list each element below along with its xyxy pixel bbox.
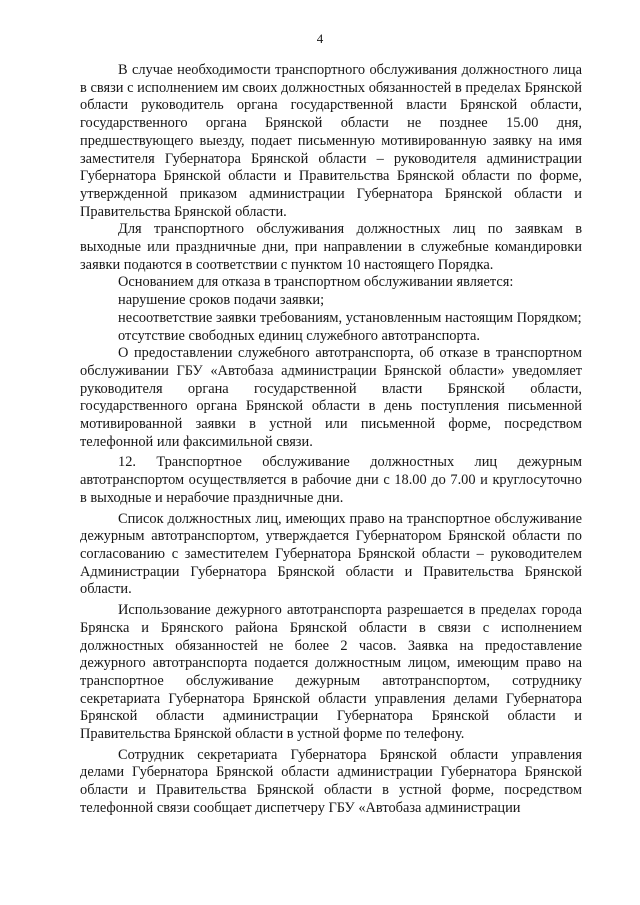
paragraph: О предоставлении служебного автотранспорта, об отказе в транспортном обслуживании ГБУ «Автобаза администрации Брянской области» уведомляет руководителя органа государственной власти Брянской области, государственного органа Брянской области в день поступления письменной мотивированной заявки в устной или письменной форме, посредством телефонной или факсимильной связи.	[80, 345, 582, 450]
paragraph: Сотрудник секретариата Губернатора Брянской области управления делами Губернатора Брянской области администрации Губернатора Брянской области и Правительства Брянской области в устной форме, посредством телефонной связи сообщает диспетчеру ГБУ «Автобаза администрации	[80, 746, 582, 816]
document-body	[80, 62, 582, 818]
paragraph: нарушение сроков подачи заявки;	[118, 292, 325, 309]
paragraph: отсутствие свободных единиц служебного автотранспорта.	[118, 327, 480, 344]
paragraph: Для транспортного обслуживания должностных лиц по заявкам в выходные или праздничные дни, при направлении в служебные командировки заявки подаются в соответствии с пунктом 10 настоящего Порядка.	[80, 221, 582, 273]
page-number: 4	[316, 31, 324, 46]
paragraph: несоответствие заявки требованиям, установленным настоящим Порядком;	[118, 309, 582, 326]
paragraph: Список должностных лиц, имеющих право на транспортное обслуживание дежурным автотранспортом, утверждается Губернатором Брянской области по согласованию с заместителем Губернатора Брянской области – руководителем Администрации Губернатора Брянской области и Правительства Брянской области.	[80, 510, 582, 598]
paragraph: Использование дежурного автотранспорта разрешается в пределах города Брянска и Брянского района Брянской области в связи с исполнением должностных обязанностей не более 2 часов. Заявка на предоставление дежурного автотранспорта подается должностным лицом, имеющим право на транспортное обслуживание дежурным автотранспортом, сотруднику секретариата Губернатора Брянской области управления делами Губернатора Брянской области администрации Губернатора Брянской области и Правительства Брянской области в устной форме по телефону.	[80, 602, 582, 743]
paragraph: 12. Транспортное обслуживание должностных лиц дежурным автотранспортом осуществляется в рабочие дни с 18.00 до 7.00 и круглосуточно в выходные и нерабочие праздничные дни.	[80, 454, 582, 506]
paragraph: В случае необходимости транспортного обслуживания должностного лица в связи с исполнением им своих должностных обязанностей в пределах Брянской области руководитель органа государственной власти Брянской области, государственного органа Брянской области не позднее 15.00 дня, предшествующего выезду, подает письменную мотивированную заявку на имя заместителя Губернатора Брянской области – руководителя администрации Губернатора Брянской области и Правительства Брянской области по форме, утвержденной приказом администрации Губернатора Брянской области и Правительства Брянской области.	[80, 62, 582, 220]
paragraph: Основанием для отказа в транспортном обслуживании является:	[118, 274, 514, 291]
